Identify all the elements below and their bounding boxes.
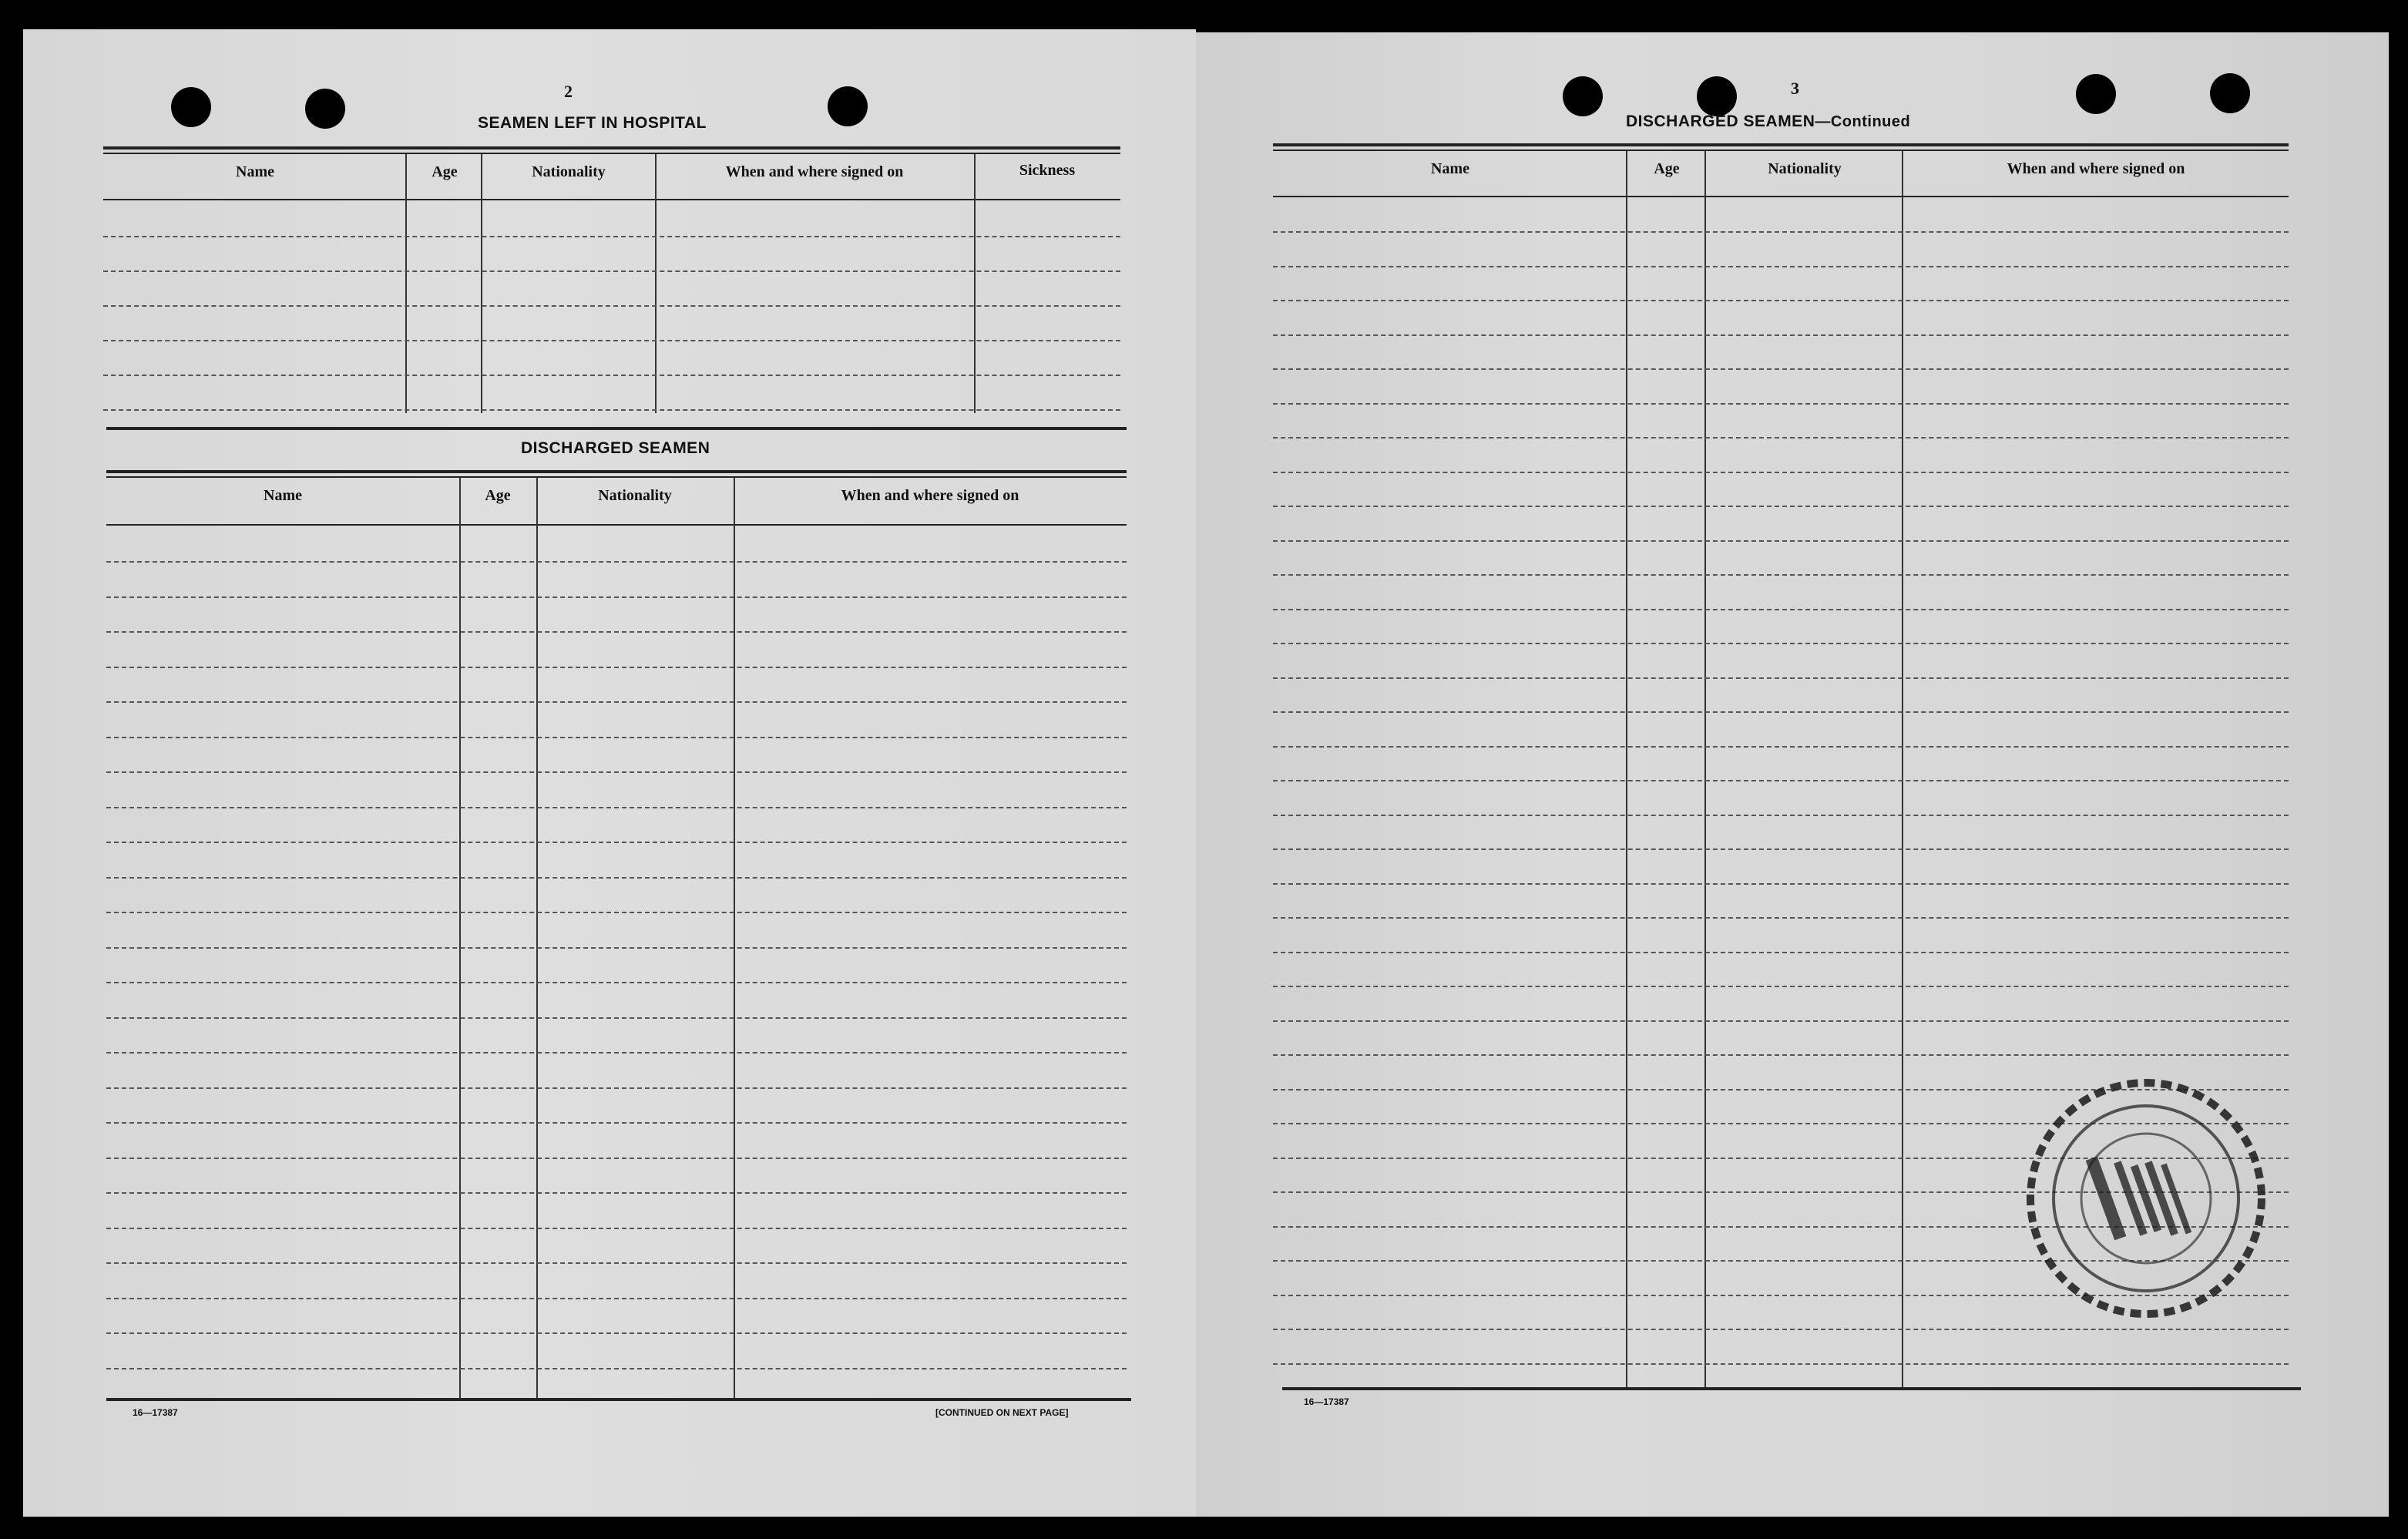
right-table-top-rule-2 [1273, 150, 2289, 151]
table-row [106, 771, 1127, 773]
table-row [1273, 643, 2289, 644]
form-number: 16—17387 [1304, 1396, 1349, 1407]
table-row [1273, 883, 2289, 885]
right-bottom-rule [1282, 1387, 2301, 1390]
form-number: 16—17387 [133, 1407, 178, 1418]
table-row [103, 271, 1120, 272]
table-row [106, 561, 1127, 563]
right-col-name: Name [1431, 160, 1469, 177]
table-row [106, 701, 1127, 703]
table-row [106, 807, 1127, 808]
table-row [1273, 917, 2289, 919]
punch-hole [1697, 76, 1737, 116]
table-row [106, 737, 1127, 738]
table-row [106, 631, 1127, 633]
hospital-table-top-rule-2 [103, 153, 1120, 154]
table-row [106, 947, 1127, 949]
discharged-col-signed-on: When and where signed on [841, 487, 1019, 504]
right-col-divider [1626, 151, 1627, 1389]
table-row [1273, 952, 2289, 953]
hospital-col-name: Name [236, 163, 274, 180]
hospital-table-top-rule [103, 146, 1120, 150]
table-row [103, 305, 1120, 307]
right-table-top-rule [1273, 143, 2289, 146]
table-row [106, 1262, 1127, 1264]
table-row [106, 1228, 1127, 1229]
right-col-age: Age [1654, 160, 1680, 177]
hospital-col-sickness: Sickness [1019, 162, 1076, 179]
table-row [1273, 677, 2289, 679]
table-row [1273, 403, 2289, 405]
discharged-col-nationality: Nationality [598, 487, 672, 504]
table-row [1273, 986, 2289, 987]
table-row [103, 340, 1120, 341]
table-row [1273, 266, 2289, 267]
discharged-continued-title-main: DISCHARGED SEAMEN [1626, 113, 1815, 130]
table-row [106, 842, 1127, 843]
table-row [106, 912, 1127, 913]
punch-hole [171, 87, 211, 127]
table-row [1273, 437, 2289, 439]
discharged-header-top-rule [106, 470, 1127, 473]
table-row [106, 596, 1127, 598]
right-col-divider [1902, 151, 1903, 1389]
discharged-col-age: Age [485, 487, 511, 504]
table-row [103, 236, 1120, 237]
right-col-signed-on: When and where signed on [2007, 160, 2185, 177]
table-row [1273, 1363, 2289, 1365]
table-row [1273, 848, 2289, 850]
left-bottom-rule [106, 1398, 1131, 1401]
table-row [106, 1087, 1127, 1089]
table-row [1273, 506, 2289, 507]
table-row [1273, 472, 2289, 473]
table-row [106, 1192, 1127, 1194]
right-col-nationality: Nationality [1768, 160, 1842, 177]
received-stamp [2019, 1071, 2273, 1326]
table-row [106, 1368, 1127, 1369]
punch-hole [305, 89, 345, 129]
table-row [1273, 746, 2289, 748]
table-row [103, 375, 1120, 376]
table-row [106, 667, 1127, 668]
punch-hole [828, 86, 868, 126]
table-row [1273, 368, 2289, 370]
table-row [106, 1332, 1127, 1334]
table-row [106, 1017, 1127, 1019]
left-page [23, 29, 1196, 1517]
discharged-continued-title [1626, 113, 1910, 131]
table-row [1273, 1020, 2289, 1022]
table-row [1273, 711, 2289, 713]
right-header-rule [1273, 196, 2289, 197]
hospital-col-age: Age [432, 163, 458, 180]
table-row [106, 1298, 1127, 1299]
page-number: 3 [1791, 79, 1799, 98]
table-row [1273, 540, 2289, 542]
discharged-header-rule [106, 524, 1127, 526]
hospital-col-nationality: Nationality [532, 163, 606, 180]
table-row [1273, 609, 2289, 610]
table-row [1273, 780, 2289, 781]
table-row [1273, 1054, 2289, 1056]
table-row [1273, 334, 2289, 336]
table-row [1273, 1329, 2289, 1330]
table-row [106, 877, 1127, 879]
hospital-col-signed-on: When and where signed on [725, 163, 904, 180]
discharged-continued-suffix: —Continued [1815, 113, 1911, 130]
table-row [1273, 815, 2289, 816]
table-row [103, 409, 1120, 411]
table-row [106, 1122, 1127, 1124]
table-row [1273, 574, 2289, 576]
page-number: 2 [564, 82, 573, 101]
continued-note: [CONTINUED ON NEXT PAGE] [935, 1407, 1069, 1418]
discharged-col-name: Name [264, 487, 302, 504]
table-row [1273, 300, 2289, 301]
hospital-section-title: SEAMEN LEFT IN HOSPITAL [478, 114, 707, 132]
table-row [106, 1052, 1127, 1053]
table-row [106, 1158, 1127, 1159]
hospital-header-rule [103, 199, 1120, 200]
punch-hole [1563, 76, 1603, 116]
punch-hole [2210, 73, 2250, 113]
discharged-table-top-rule [106, 427, 1127, 430]
table-row [106, 982, 1127, 983]
right-col-divider [1704, 151, 1706, 1389]
punch-hole [2076, 74, 2116, 114]
discharged-section-title: DISCHARGED SEAMEN [521, 439, 710, 457]
table-row [1273, 231, 2289, 233]
discharged-header-top-rule-2 [106, 476, 1127, 478]
